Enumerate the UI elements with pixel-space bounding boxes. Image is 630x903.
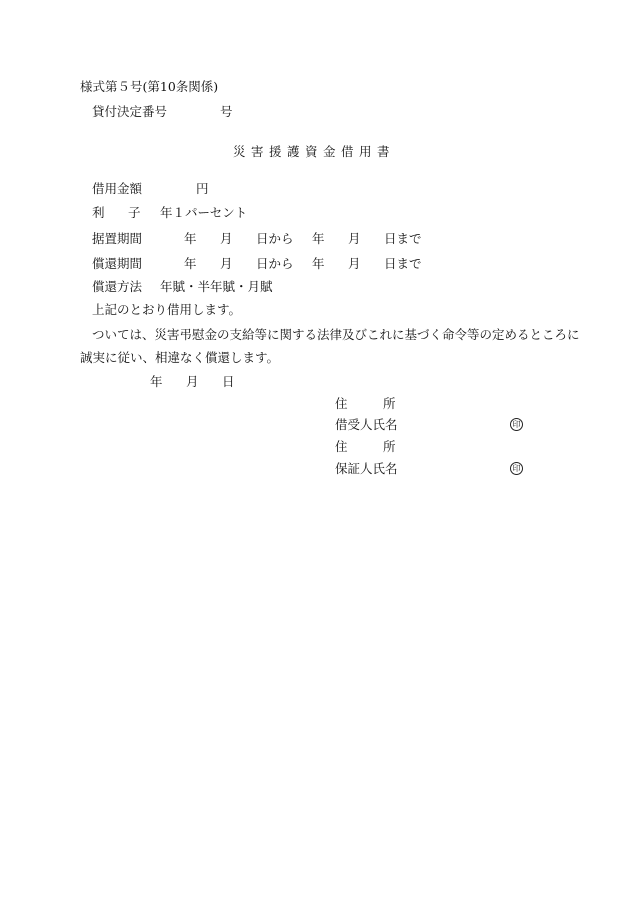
borrower-seal-mark: 印 (510, 418, 523, 431)
interest-value: 年１パーセント (160, 205, 248, 220)
body-line-3: 誠実に従い、相違なく償還します。 (80, 350, 280, 365)
date-year: 年 (150, 374, 163, 389)
date-month: 月 (186, 374, 199, 389)
deferment-until: 日まで (384, 231, 422, 246)
amount-label: 借用金額 (92, 181, 143, 196)
amount-unit: 円 (196, 181, 209, 196)
deferment-month: 月 (220, 231, 233, 246)
borrower-address-label-1: 住 (335, 396, 348, 411)
repayment-period-month2: 月 (348, 256, 361, 271)
deferment-from: 日から (256, 231, 294, 246)
borrower-address-label-2: 所 (383, 396, 396, 411)
guarantor-address-label-1: 住 (335, 439, 348, 454)
deferment-year2: 年 (312, 231, 325, 246)
repayment-period-month: 月 (220, 256, 233, 271)
repayment-period-from: 日から (256, 256, 294, 271)
guarantor-seal-mark: 印 (510, 462, 523, 475)
body-line-1: 上記のとおり借用します。 (92, 302, 242, 317)
repayment-period-year: 年 (184, 256, 197, 271)
date-day: 日 (222, 374, 235, 389)
deferment-label: 据置期間 (92, 231, 143, 246)
repayment-period-until: 日まで (384, 256, 422, 271)
interest-label-1: 利 (92, 205, 105, 220)
interest-label-2: 子 (128, 205, 141, 220)
loan-number-label: 貸付決定番号 (92, 104, 168, 119)
form-label: 様式第５号(第10条関係) (80, 79, 219, 94)
body-line-2: ついては、災害弔慰金の支給等に関する法律及びこれに基づく命令等の定めるところに (92, 327, 580, 342)
repayment-method-label: 償還方法 (92, 279, 143, 294)
document-title: 災害援護資金借用書 (233, 144, 396, 159)
deferment-year: 年 (184, 231, 197, 246)
repayment-period-label: 償還期間 (92, 256, 143, 271)
deferment-month2: 月 (348, 231, 361, 246)
guarantor-name-label: 保証人氏名 (335, 461, 398, 476)
repayment-method-value: 年賦・半年賦・月賦 (160, 279, 273, 294)
guarantor-address-label-2: 所 (383, 439, 396, 454)
repayment-period-year2: 年 (312, 256, 325, 271)
borrower-name-label: 借受人氏名 (335, 417, 398, 432)
loan-number-suffix: 号 (220, 104, 233, 119)
